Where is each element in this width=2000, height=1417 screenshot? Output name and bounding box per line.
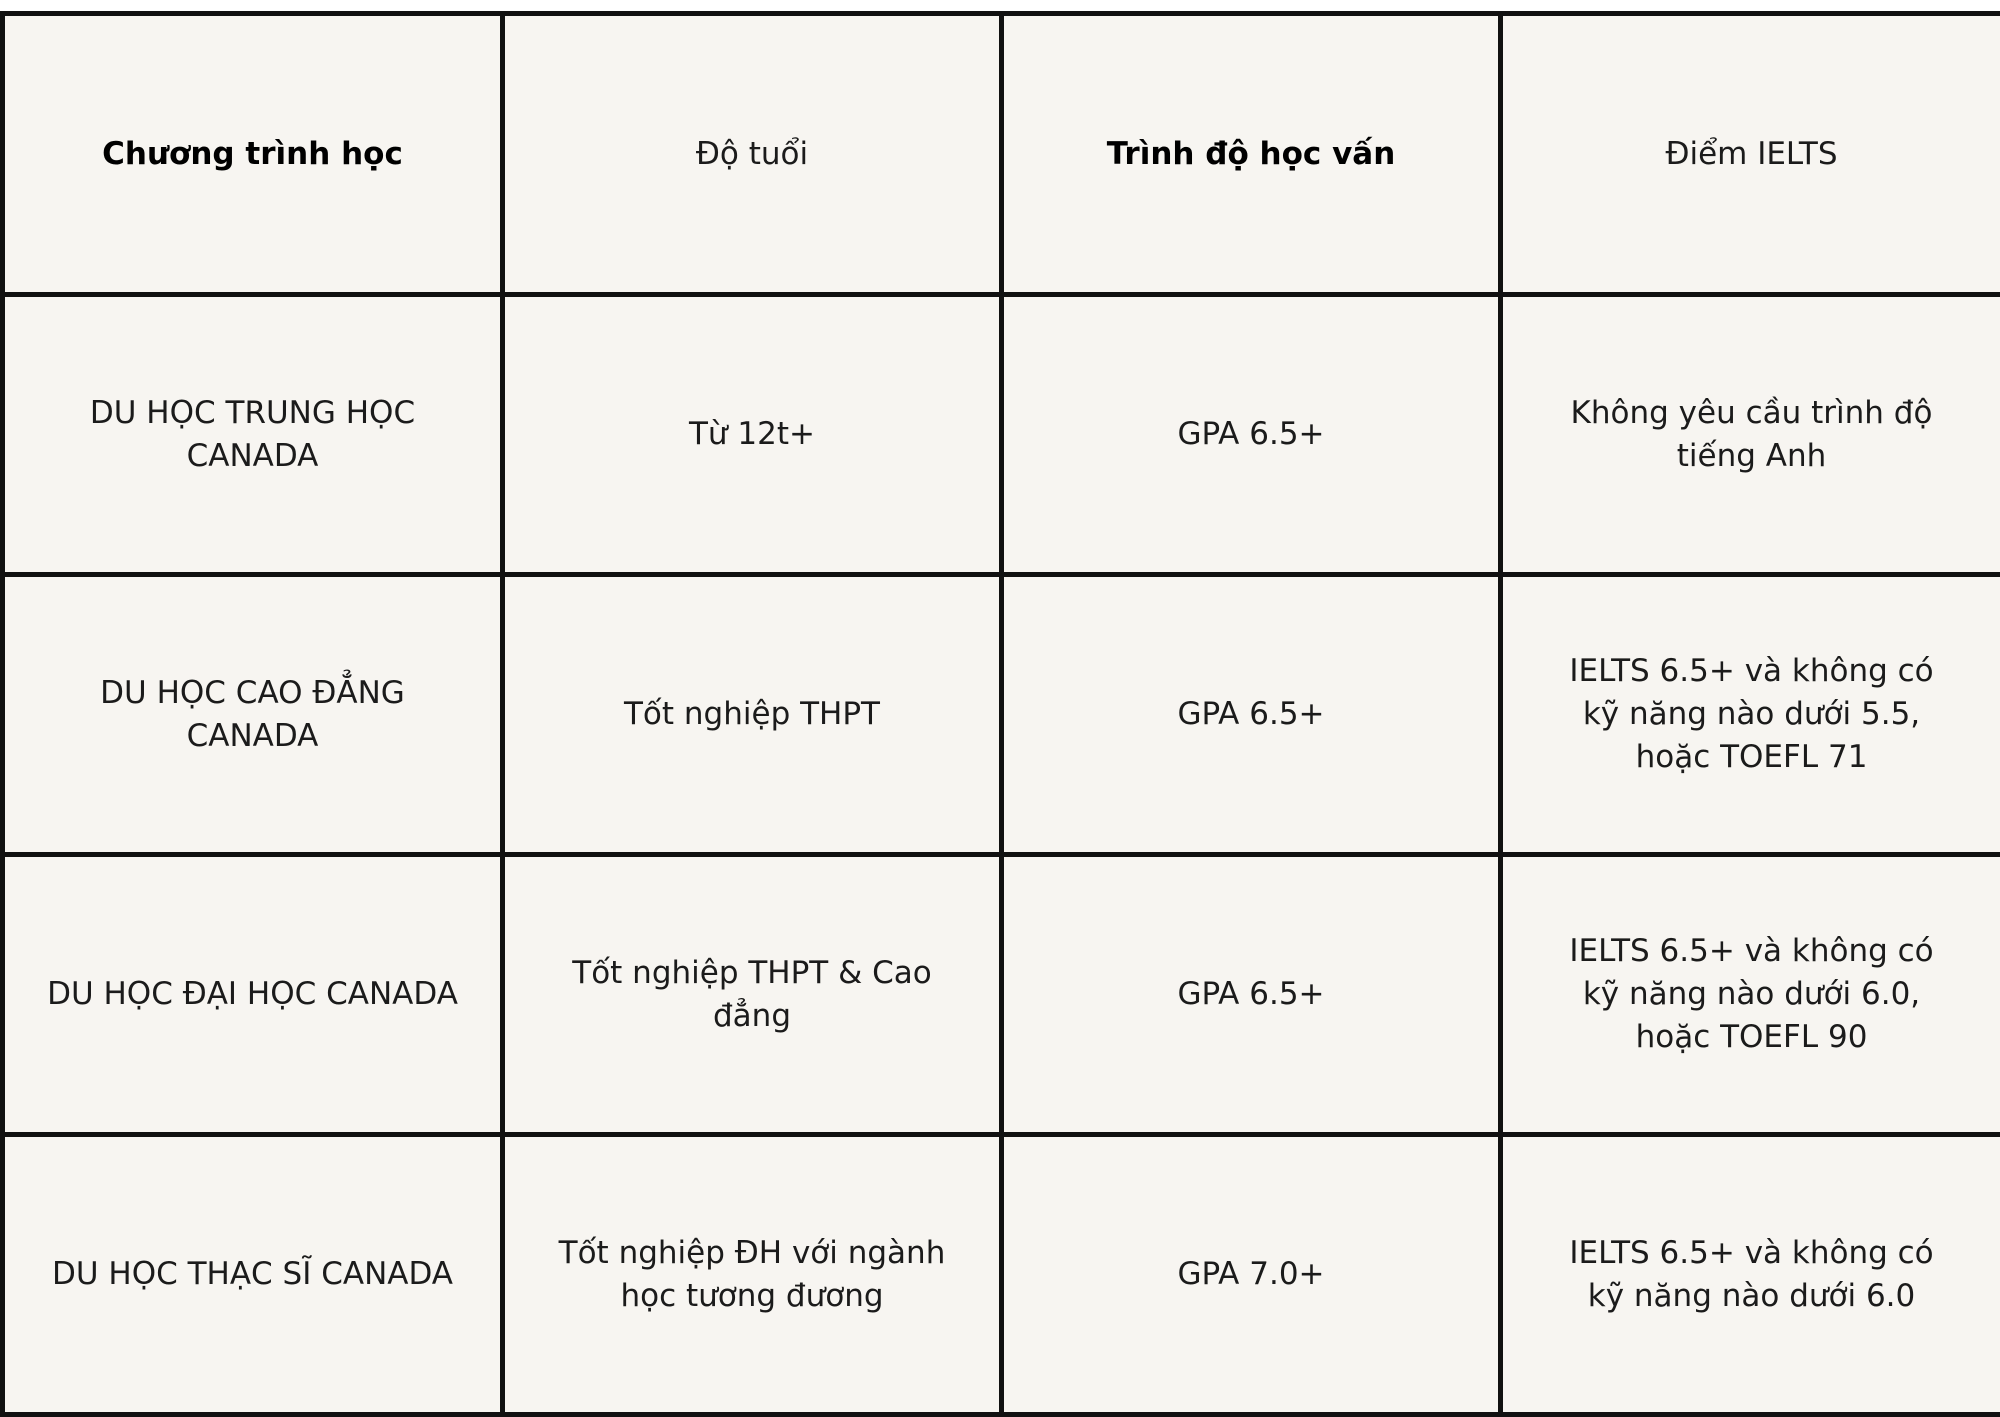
cell-age xyxy=(503,295,1002,575)
cell-education xyxy=(1002,1135,1501,1415)
cell-education xyxy=(1002,295,1501,575)
cell-ielts-text: Không yêu cầu trình độ tiếng Anh xyxy=(1562,392,1942,478)
cell-program-text: DU HỌC CAO ĐẲNG CANADA xyxy=(83,672,423,758)
cell-education-text: GPA 7.0+ xyxy=(1177,1253,1324,1296)
cell-age xyxy=(503,855,1002,1135)
header-education xyxy=(1002,14,1501,295)
header-program-label: Chương trình học xyxy=(102,133,403,176)
cell-ielts xyxy=(1501,1135,2000,1415)
header-program xyxy=(3,14,503,295)
cell-ielts xyxy=(1501,855,2000,1135)
cell-ielts-text: IELTS 6.5+ và không có kỹ năng nào dưới 6.0 xyxy=(1547,1232,1957,1318)
cell-age-text: Tốt nghiệp ĐH với ngành học tương đương xyxy=(547,1232,957,1318)
cell-program xyxy=(3,855,503,1135)
header-age-label: Độ tuổi xyxy=(696,133,808,176)
cell-program-text: DU HỌC THẠC SĨ CANADA xyxy=(52,1253,453,1296)
cell-ielts xyxy=(1501,295,2000,575)
cell-age-text: Từ 12t+ xyxy=(689,413,815,456)
cell-ielts-text: IELTS 6.5+ và không có kỹ năng nào dưới 5.5, hoặc TOEFL 71 xyxy=(1547,650,1957,779)
header-ielts xyxy=(1501,14,2000,295)
cell-program-text: DU HỌC ĐẠI HỌC CANADA xyxy=(47,973,458,1016)
table-row xyxy=(3,1135,2000,1415)
cell-ielts xyxy=(1501,575,2000,855)
table-header-row xyxy=(3,14,2000,295)
cell-education xyxy=(1002,575,1501,855)
cell-program xyxy=(3,295,503,575)
cell-program xyxy=(3,1135,503,1415)
table-row xyxy=(3,295,2000,575)
cell-ielts-text: IELTS 6.5+ và không có kỹ năng nào dưới 6.0, hoặc TOEFL 90 xyxy=(1547,930,1957,1059)
header-age xyxy=(503,14,1002,295)
cell-program-text: DU HỌC TRUNG HỌC CANADA xyxy=(73,392,433,478)
cell-age xyxy=(503,1135,1002,1415)
cell-age-text: Tốt nghiệp THPT & Cao đẳng xyxy=(562,952,942,1038)
header-ielts-label: Điểm IELTS xyxy=(1665,133,1837,176)
cell-education-text: GPA 6.5+ xyxy=(1177,413,1324,456)
cell-education-text: GPA 6.5+ xyxy=(1177,693,1324,736)
cell-education xyxy=(1002,855,1501,1135)
table-row xyxy=(3,575,2000,855)
cell-education-text: GPA 6.5+ xyxy=(1177,973,1324,1016)
requirements-table xyxy=(0,11,2000,1417)
cell-age-text: Tốt nghiệp THPT xyxy=(624,693,880,736)
cell-age xyxy=(503,575,1002,855)
header-education-label: Trình độ học vấn xyxy=(1107,133,1396,176)
cell-program xyxy=(3,575,503,855)
table-row xyxy=(3,855,2000,1135)
